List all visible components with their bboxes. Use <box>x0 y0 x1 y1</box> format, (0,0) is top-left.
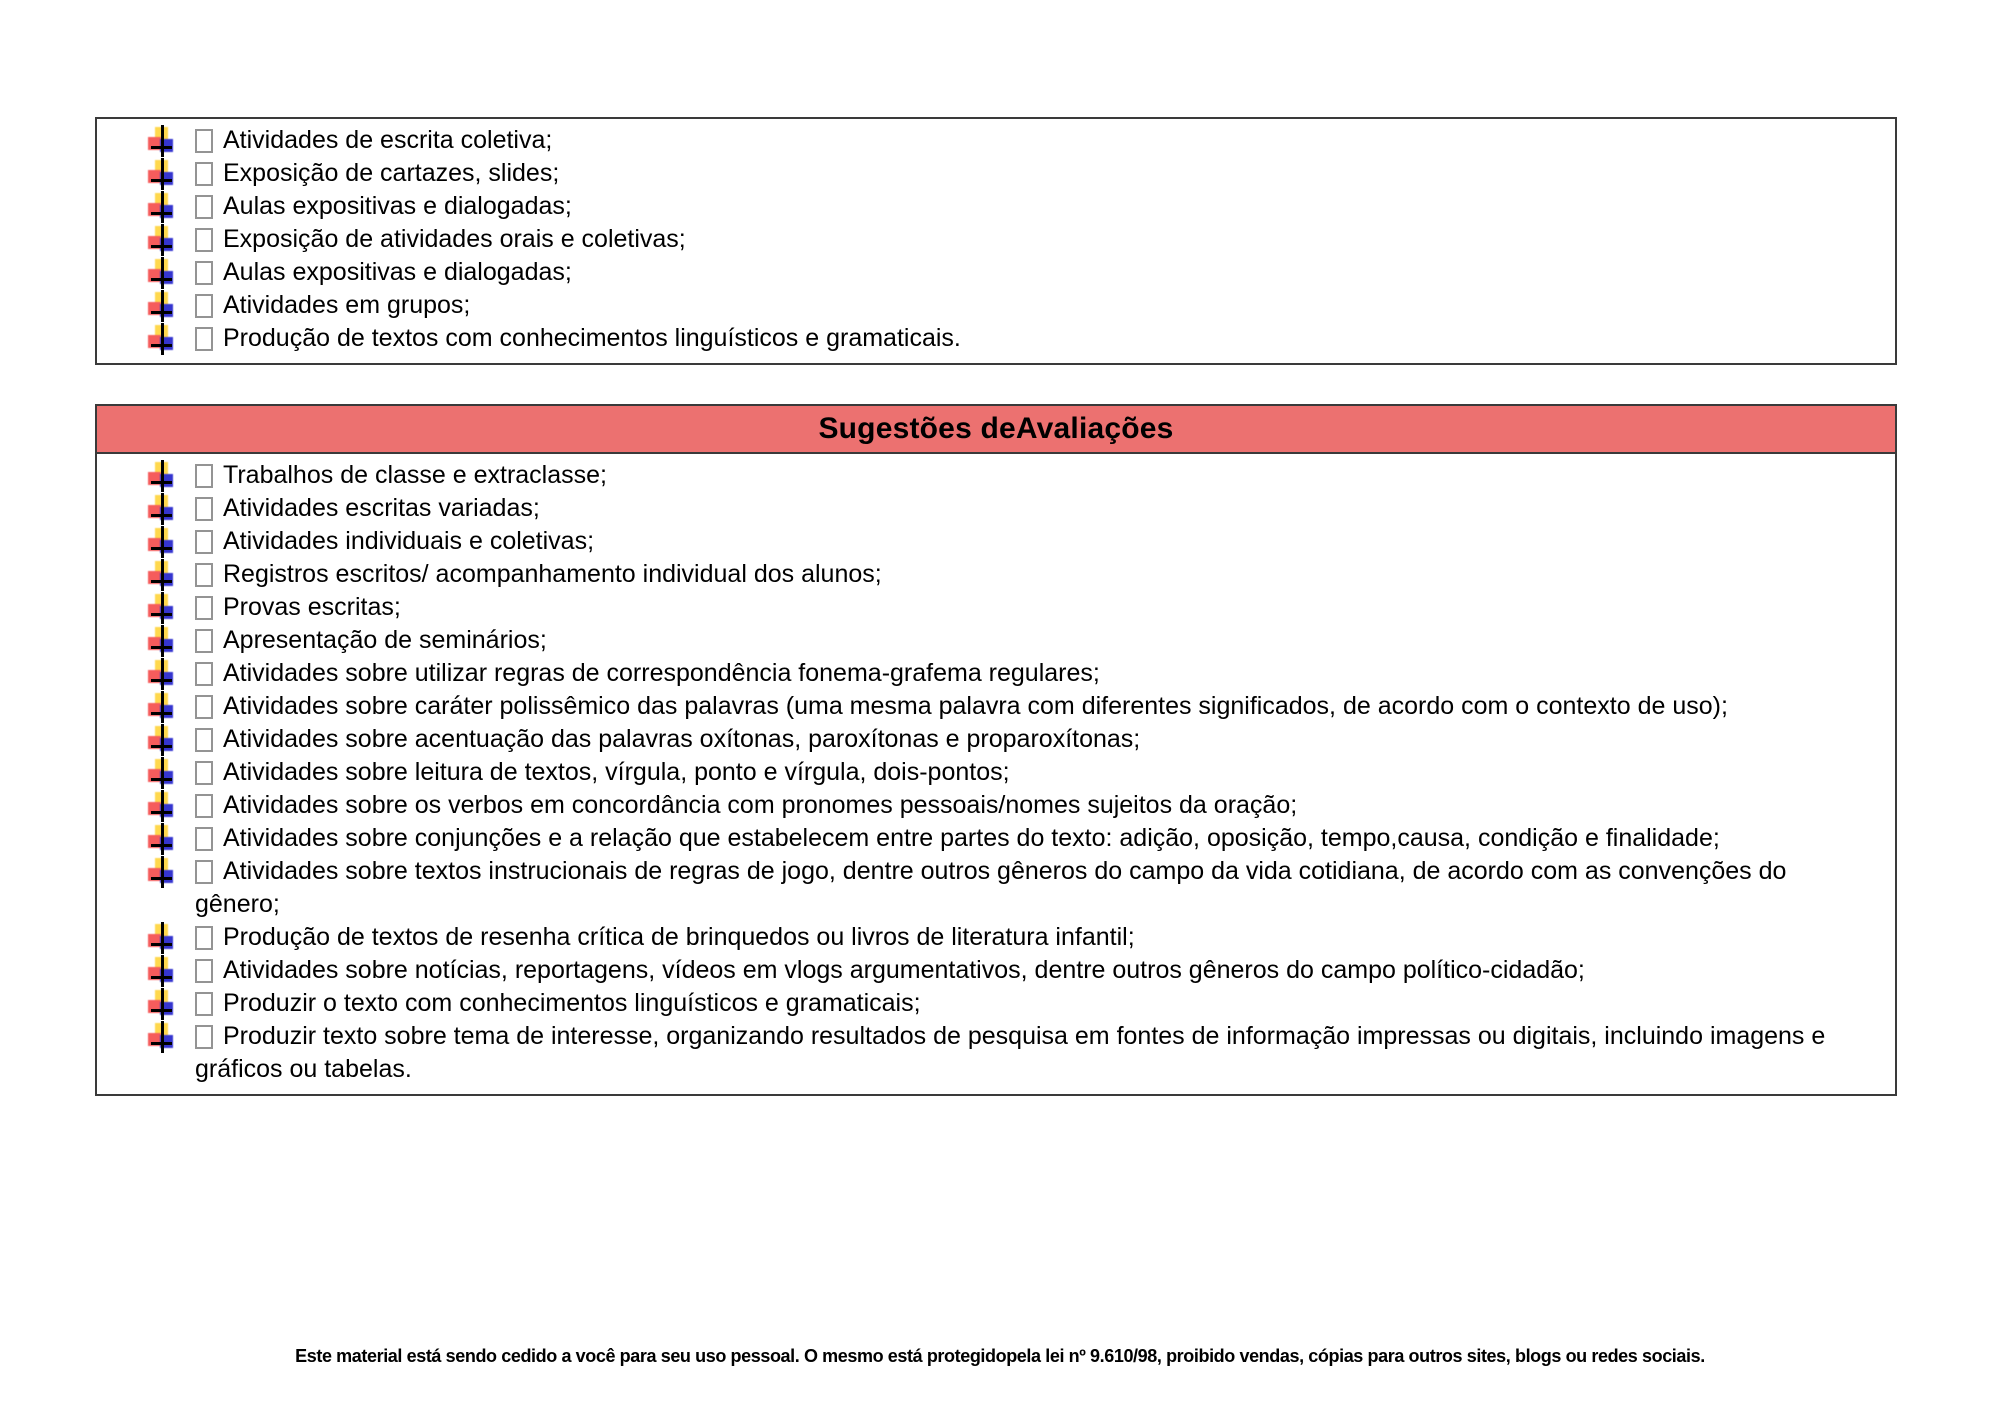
list-item <box>195 558 1871 591</box>
colored-cross-bullet-icon <box>148 193 176 223</box>
colored-cross-bullet-icon <box>148 127 176 157</box>
methods-box <box>95 117 1897 365</box>
list-item-text: Atividades sobre os verbos em concordância com pronomes pessoais/nomes sujeitos da oração; <box>223 791 1298 819</box>
colored-cross-bullet-icon <box>148 325 176 355</box>
colored-cross-bullet-icon <box>148 160 176 190</box>
footer-text: Este material está sendo cedido a você para seu uso pessoal. O mesmo está protegidopela lei nº 9.610/98, proibido vendas, cópias para outros sites, blogs ou redes sociais. <box>295 1346 1705 1366</box>
colored-cross-bullet-icon <box>148 528 176 558</box>
footer <box>0 1346 2000 1367</box>
list-item <box>195 190 1871 223</box>
list-item <box>195 954 1871 987</box>
empty-checkbox-icon <box>195 327 213 351</box>
list-item <box>195 1020 1871 1086</box>
list-item <box>195 921 1871 954</box>
empty-checkbox-icon <box>195 695 213 719</box>
list-item <box>195 723 1871 756</box>
list-item-text: Registros escritos/ acompanhamento individual dos alunos; <box>223 560 882 588</box>
list-item-text: Atividades escritas variadas; <box>223 494 540 522</box>
list-item-text: Atividades individuais e coletivas; <box>223 527 595 555</box>
list-item <box>195 987 1871 1020</box>
empty-checkbox-icon <box>195 794 213 818</box>
empty-checkbox-icon <box>195 629 213 653</box>
list-item-text: Atividades de escrita coletiva; <box>223 126 553 154</box>
empty-checkbox-icon <box>195 129 213 153</box>
colored-cross-bullet-icon <box>148 693 176 723</box>
empty-checkbox-icon <box>195 992 213 1016</box>
colored-cross-bullet-icon <box>148 259 176 289</box>
colored-cross-bullet-icon <box>148 726 176 756</box>
list-item <box>195 591 1871 624</box>
colored-cross-bullet-icon <box>148 292 176 322</box>
colored-cross-bullet-icon <box>148 792 176 822</box>
section-title: Sugestões deAvaliações <box>818 412 1174 445</box>
colored-cross-bullet-icon <box>148 990 176 1020</box>
list-item <box>195 289 1871 322</box>
list-item-text: Atividades sobre caráter polissêmico das palavras (uma mesma palavra com diferentes significados, de acordo com o contexto de uso); <box>223 692 1728 720</box>
empty-checkbox-icon <box>195 728 213 752</box>
list-item <box>195 223 1871 256</box>
empty-checkbox-icon <box>195 530 213 554</box>
list-item <box>195 756 1871 789</box>
list-item-text: Atividades sobre textos instrucionais de regras de jogo, dentre outros gêneros do campo da vida cotidiana, de acordo com as convenções do gênero; <box>195 857 1787 918</box>
list-item-text: Atividades sobre utilizar regras de correspondência fonema-grafema regulares; <box>223 659 1100 687</box>
empty-checkbox-icon <box>195 860 213 884</box>
list-item <box>195 822 1871 855</box>
list-item <box>195 157 1871 190</box>
colored-cross-bullet-icon <box>148 462 176 492</box>
list-item <box>195 855 1871 921</box>
colored-cross-bullet-icon <box>148 1023 176 1053</box>
colored-cross-bullet-icon <box>148 759 176 789</box>
empty-checkbox-icon <box>195 261 213 285</box>
empty-checkbox-icon <box>195 596 213 620</box>
colored-cross-bullet-icon <box>148 957 176 987</box>
colored-cross-bullet-icon <box>148 825 176 855</box>
empty-checkbox-icon <box>195 228 213 252</box>
list-item-text: Atividades sobre acentuação das palavras oxítonas, paroxítonas e proparoxítonas; <box>223 725 1141 753</box>
empty-checkbox-icon <box>195 464 213 488</box>
list-item <box>195 459 1871 492</box>
list-item-text: Atividades em grupos; <box>223 291 471 319</box>
list-item <box>195 789 1871 822</box>
list-item-text: Exposição de cartazes, slides; <box>223 159 560 187</box>
list-item <box>195 256 1871 289</box>
empty-checkbox-icon <box>195 959 213 983</box>
list-item-text: Aulas expositivas e dialogadas; <box>223 192 572 220</box>
colored-cross-bullet-icon <box>148 561 176 591</box>
list-item-text: Atividades sobre leitura de textos, vírgula, ponto e vírgula, dois-pontos; <box>223 758 1010 786</box>
list-item <box>195 690 1871 723</box>
list-item <box>195 322 1871 355</box>
empty-checkbox-icon <box>195 761 213 785</box>
empty-checkbox-icon <box>195 294 213 318</box>
evaluations-box <box>95 404 1897 1096</box>
list-item-text: Produzir o texto com conhecimentos linguísticos e gramaticais; <box>223 989 921 1017</box>
list-item-text: Produzir texto sobre tema de interesse, organizando resultados de pesquisa em fontes de informação impressas ou digitais, incluindo imagens e gráficos ou tabelas. <box>195 1022 1826 1083</box>
list-item-text: Produção de textos de resenha crítica de brinquedos ou livros de literatura infantil; <box>223 923 1135 951</box>
colored-cross-bullet-icon <box>148 924 176 954</box>
list-item-text: Atividades sobre notícias, reportagens, vídeos em vlogs argumentativos, dentre outros gêneros do campo político-cidadão; <box>223 956 1585 984</box>
empty-checkbox-icon <box>195 662 213 686</box>
list-item-text: Atividades sobre conjunções e a relação que estabelecem entre partes do texto: adição, oposição, tempo,causa, condição e finalidade; <box>223 824 1720 852</box>
empty-checkbox-icon <box>195 195 213 219</box>
colored-cross-bullet-icon <box>148 594 176 624</box>
section-header-band <box>97 406 1895 454</box>
colored-cross-bullet-icon <box>148 627 176 657</box>
list-item-text: Apresentação de seminários; <box>223 626 547 654</box>
list-item <box>195 525 1871 558</box>
list-item-text: Produção de textos com conhecimentos linguísticos e gramaticais. <box>223 324 961 352</box>
colored-cross-bullet-icon <box>148 858 176 888</box>
empty-checkbox-icon <box>195 926 213 950</box>
empty-checkbox-icon <box>195 1025 213 1049</box>
list-item <box>195 624 1871 657</box>
list-item <box>195 124 1871 157</box>
empty-checkbox-icon <box>195 563 213 587</box>
list-item-text: Provas escritas; <box>223 593 401 621</box>
list-item <box>195 657 1871 690</box>
list-item <box>195 492 1871 525</box>
colored-cross-bullet-icon <box>148 660 176 690</box>
methods-list <box>97 119 1895 363</box>
evaluations-list <box>97 454 1895 1094</box>
empty-checkbox-icon <box>195 827 213 851</box>
empty-checkbox-icon <box>195 162 213 186</box>
list-item-text: Trabalhos de classe e extraclasse; <box>223 461 607 489</box>
colored-cross-bullet-icon <box>148 226 176 256</box>
list-item-text: Aulas expositivas e dialogadas; <box>223 258 572 286</box>
list-item-text: Exposição de atividades orais e coletivas; <box>223 225 686 253</box>
empty-checkbox-icon <box>195 497 213 521</box>
colored-cross-bullet-icon <box>148 495 176 525</box>
